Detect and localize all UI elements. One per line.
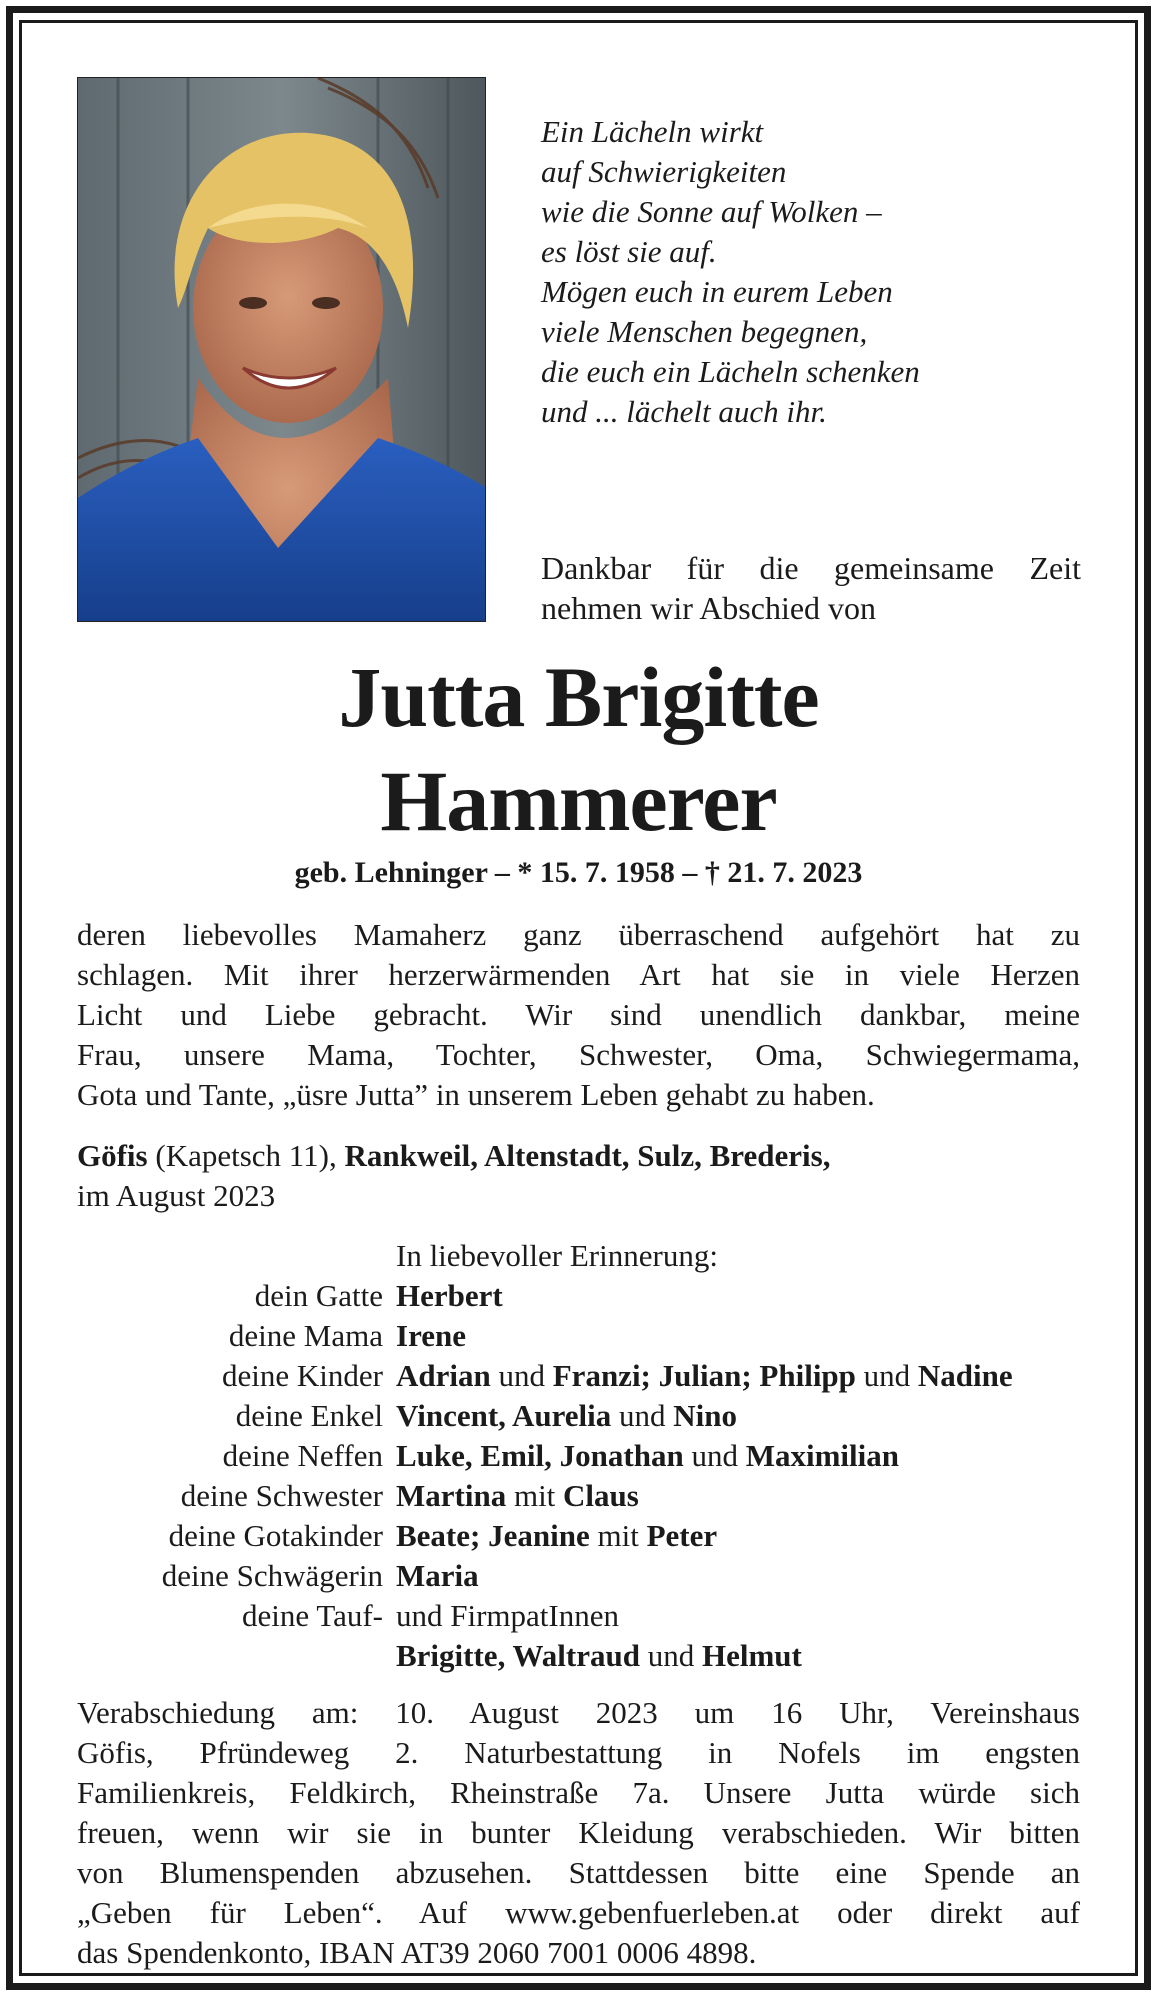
farewell-line: „Geben für Leben“. Auf www.gebenfuerleben.at oder direkt auf — [77, 1895, 1080, 1930]
relative-name: Vincent, Aurelia — [396, 1398, 612, 1433]
relative-name: Franzi; Julian; Philipp — [552, 1358, 856, 1393]
relative-connector: und — [855, 1358, 918, 1393]
relative-name: Luke, Emil, Jonathan — [396, 1438, 684, 1473]
relative-name: Brigitte, Waltraud — [396, 1638, 640, 1673]
relative-row — [0, 1316, 1100, 1356]
relative-row — [0, 1596, 1100, 1636]
relative-connector: mit — [506, 1478, 564, 1513]
relative-label: deine Schwägerin — [161, 1558, 383, 1593]
relative-name: Martina — [396, 1478, 507, 1513]
relative-row — [0, 1556, 1100, 1596]
relative-connector: und FirmpatInnen — [396, 1598, 619, 1633]
relative-row — [0, 1636, 1100, 1676]
poem-line: es löst sie auf. — [541, 234, 717, 269]
relative-label: deine Enkel — [235, 1398, 383, 1433]
relative-row — [0, 1436, 1100, 1476]
relative-connector: und — [611, 1398, 674, 1433]
poem-line: wie die Sonne auf Wolken – — [541, 194, 882, 229]
relative-label: deine Neffen — [222, 1438, 383, 1473]
portrait-photo — [77, 77, 486, 622]
farewell-paragraph — [77, 1693, 1080, 1973]
relative-label: deine Mama — [228, 1318, 383, 1353]
tribute-line: Frau, unsere Mama, Tochter, Schwester, Oma, Schwiegermama, — [77, 1037, 1080, 1072]
tribute-line: Licht und Liebe gebracht. Wir sind unendlich dankbar, meine — [77, 997, 1080, 1032]
tribute-line: deren liebevolles Mamaherz ganz überraschend aufgehört hat zu — [77, 917, 1080, 952]
farewell-line: das Spendenkonto, IBAN AT39 2060 7001 0006 4898. — [77, 1935, 757, 1970]
tribute-paragraph — [77, 915, 1080, 1115]
relative-label: dein Gatte — [254, 1278, 383, 1313]
memory-heading: In liebevoller Erinnerung: — [396, 1238, 718, 1273]
relative-name: Claus — [563, 1478, 639, 1513]
relative-label: deine Tauf- — [242, 1598, 383, 1633]
relative-row — [0, 1396, 1100, 1436]
relative-name: Maria — [396, 1558, 479, 1593]
relative-connector: und — [639, 1638, 702, 1673]
relative-names — [396, 1316, 466, 1356]
relative-label: deine Schwester — [180, 1478, 383, 1513]
relative-row — [0, 1476, 1100, 1516]
poem-line: viele Menschen begegnen, — [541, 314, 868, 349]
relative-connector: und — [490, 1358, 553, 1393]
relative-names — [396, 1276, 503, 1316]
relative-name: Nadine — [917, 1358, 1013, 1393]
poem-line: auf Schwierigkeiten — [541, 154, 787, 189]
poem-line: und ... lächelt auch ihr. — [541, 394, 827, 429]
relative-row — [0, 1276, 1100, 1316]
relative-name: Maximilian — [745, 1438, 899, 1473]
relative-name: Beate; Jeanine — [396, 1518, 590, 1553]
poem — [541, 112, 1081, 432]
deceased-name-last: Hammerer — [380, 753, 777, 849]
farewell-line: freuen, wenn wir sie in bunter Kleidung verabschieden. Wir bitten — [77, 1815, 1080, 1850]
relative-name: Herbert — [396, 1278, 503, 1313]
relative-label: deine Kinder — [222, 1358, 383, 1393]
relative-names — [396, 1636, 802, 1676]
relative-name: Nino — [673, 1398, 738, 1433]
farewell-line: Göfis, Pfründeweg 2. Naturbestattung in Nofels im engsten — [77, 1735, 1080, 1770]
place-date: im August 2023 — [77, 1178, 276, 1213]
farewell-line: Verabschiedung am: 10. August 2023 um 16 Uhr, Vereinshaus — [77, 1695, 1080, 1730]
relative-names — [396, 1356, 1013, 1396]
relative-names — [396, 1596, 619, 1636]
relative-row — [0, 1356, 1100, 1396]
relative-name: Peter — [646, 1518, 718, 1553]
intro-text — [541, 548, 1081, 628]
place-main: Göfis — [77, 1138, 148, 1173]
birth-death-dates: geb. Lehninger – * 15. 7. 1958 – † 21. 7. 2023 — [294, 856, 863, 889]
relative-names — [396, 1476, 639, 1516]
intro-line: nehmen wir Abschied von — [541, 590, 877, 626]
intro-line: Dankbar für die gemeinsame Zeit — [541, 550, 1081, 586]
relative-names — [396, 1436, 899, 1476]
tribute-line: Gota und Tante, „üsre Jutta” in unserem Leben gehabt zu haben. — [77, 1077, 875, 1112]
place-others: Rankweil, Altenstadt, Sulz, Brederis, — [344, 1138, 831, 1173]
relative-names — [396, 1516, 717, 1556]
poem-line: die euch ein Lächeln schenken — [541, 354, 920, 389]
relative-name: Helmut — [701, 1638, 802, 1673]
poem-line: Mögen euch in eurem Leben — [541, 274, 893, 309]
relative-connector: und — [683, 1438, 746, 1473]
relative-name: Irene — [396, 1318, 467, 1353]
relative-connector: mit — [589, 1518, 647, 1553]
farewell-line: von Blumenspenden abzusehen. Stattdessen bitte eine Spende an — [77, 1855, 1080, 1890]
tribute-line: schlagen. Mit ihrer herzerwärmenden Art hat sie in viele Herzen — [77, 957, 1080, 992]
relative-label: deine Gotakinder — [168, 1518, 383, 1553]
relative-names — [396, 1556, 479, 1596]
poem-line: Ein Lächeln wirkt — [541, 114, 764, 149]
deceased-name-first: Jutta Brigitte — [338, 649, 819, 745]
farewell-line: Familienkreis, Feldkirch, Rheinstraße 7a. Unsere Jutta würde sich — [77, 1775, 1080, 1810]
places-and-date — [77, 1136, 830, 1216]
relative-names — [396, 1396, 737, 1436]
relative-row — [0, 1516, 1100, 1556]
relative-name: Adrian — [396, 1358, 491, 1393]
place-address: (Kapetsch 11), — [147, 1138, 345, 1173]
